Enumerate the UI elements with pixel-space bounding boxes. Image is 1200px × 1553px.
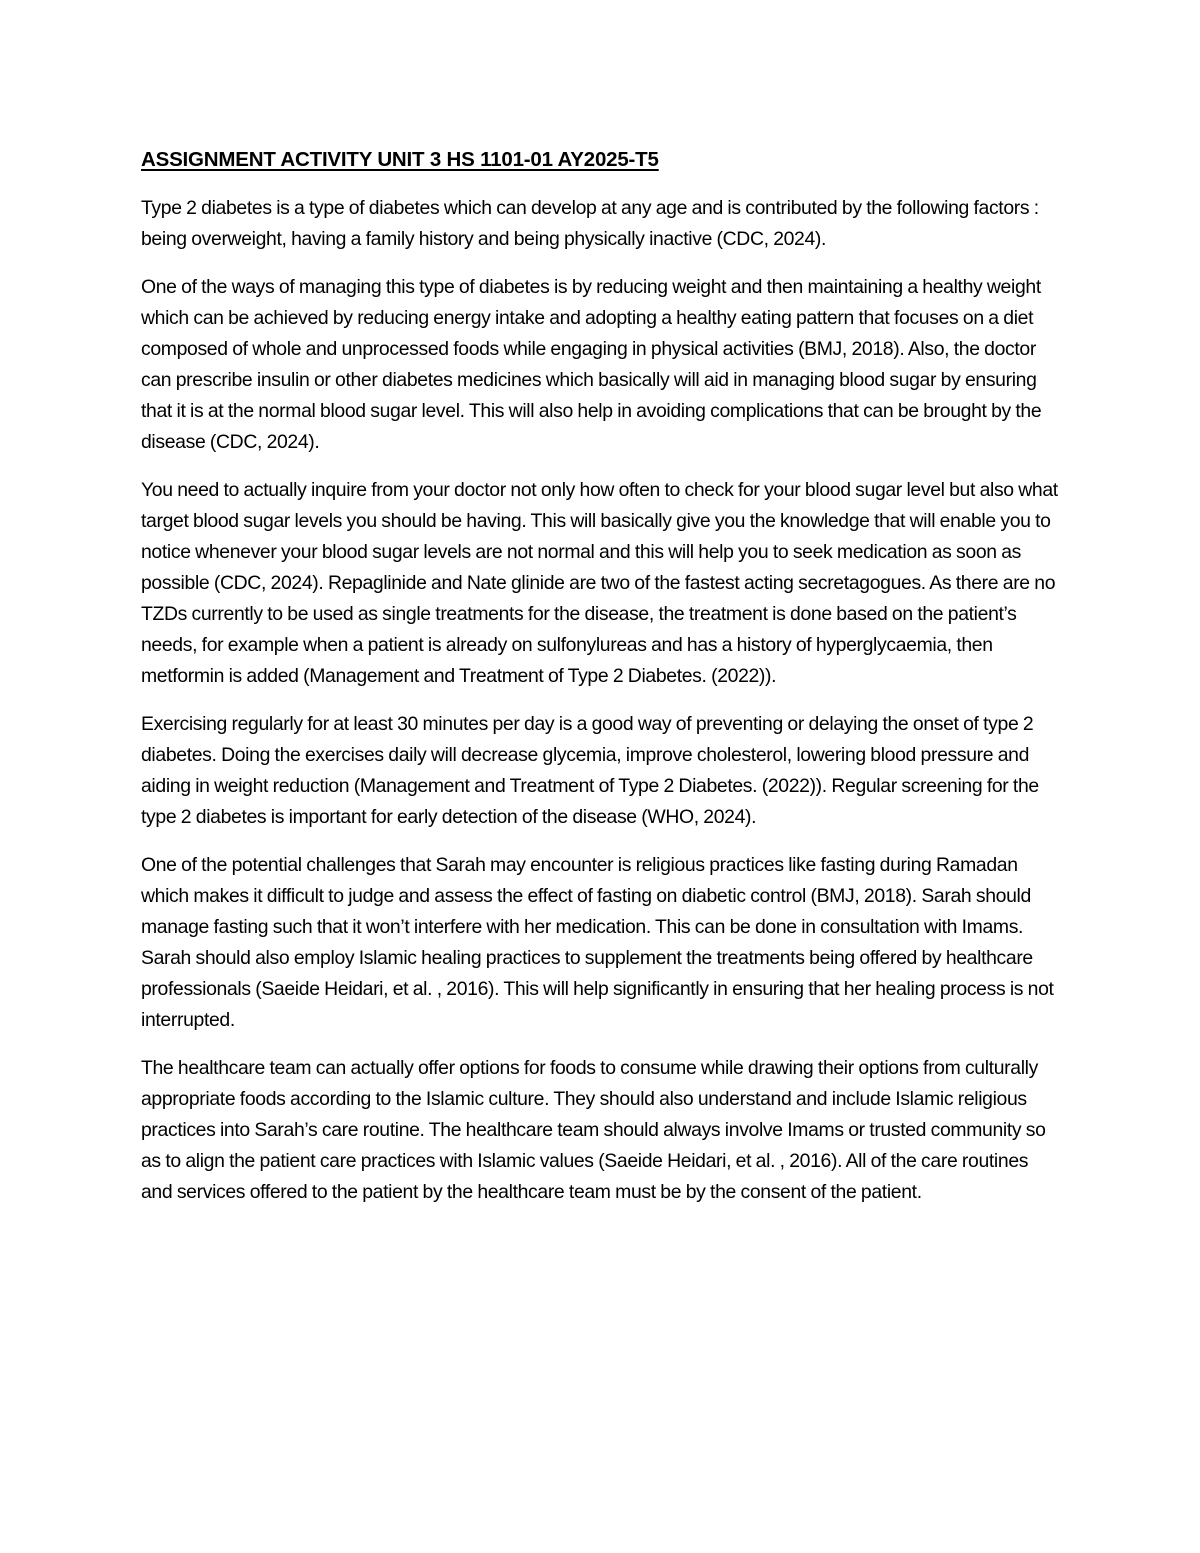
document-body: [141, 144, 1061, 1225]
paragraph-exercise: Exercising regularly for at least 30 minutes per day is a good way of preventing or delaying the onset of type 2 diabetes. Doing the exercises daily will decrease glycemia, improve cholesterol, lowering blood pressure and aiding in weight reduction (Management and Treatment of Type 2 Diabetes. (2022)). Regular screening for the type 2 diabetes is important for early detection of the disease (WHO, 2024).: [141, 713, 1039, 828]
paragraph-weight-management: One of the ways of managing this type of diabetes is by reducing weight and then maintaining a healthy weight which can be achieved by reducing energy intake and adopting a healthy eating pattern that focuses on a diet composed of whole and unprocessed foods while engaging in physical activities (BMJ, 2018). Also, the doctor can prescribe insulin or other diabetes medicines which basically will aid in managing blood sugar by ensuring that it is at the normal blood sugar level. This will also help in avoiding complications that can be brought by the disease (CDC, 2024).: [141, 276, 1042, 453]
paragraph-healthcare-team: The healthcare team can actually offer options for foods to consume while drawing their options from culturally appropriate foods according to the Islamic culture. They should also understand and include Islamic religious practices into Sarah’s care routine. The healthcare team should always involve Imams or trusted community so as to align the patient care practices with Islamic values (Saeide Heidari, et al. , 2016). All of the care routines and services offered to the patient by the healthcare team must be by the consent of the patient.: [141, 1057, 1046, 1203]
paragraph-type2-overview: Type 2 diabetes is a type of diabetes which can develop at any age and is contributed by the following factors : being overweight, having a family history and being physically inactive (CDC, 2024).: [141, 197, 1039, 250]
paragraph-blood-sugar-monitoring: You need to actually inquire from your doctor not only how often to check for your blood sugar level but also what target blood sugar levels you should be having. This will basically give you the knowledge that will enable you to notice whenever your blood sugar levels are not normal and this will help you to seek medication as soon as possible (CDC, 2024). Repaglinide and Nate glinide are two of the fastest acting secretagogues. As there are no TZDs currently to be used as single treatments for the disease, the treatment is done based on the patient’s needs, for example when a patient is already on sulfonylureas and has a history of hyperglycaemia, then metformin is added (Management and Treatment of Type 2 Diabetes. (2022)).: [141, 479, 1058, 687]
paragraph-religious-challenges: One of the potential challenges that Sarah may encounter is religious practices like fasting during Ramadan which makes it difficult to judge and assess the effect of fasting on diabetic control (BMJ, 2018). Sarah should manage fasting such that it won’t interfere with her medication. This can be done in consultation with Imams. Sarah should also employ Islamic healing practices to supplement the treatments being offered by healthcare professionals (Saeide Heidari, et al. , 2016). This will help significantly in ensuring that her healing process is not interrupted.: [141, 854, 1054, 1031]
document-title: ASSIGNMENT ACTIVITY UNIT 3 HS 1101-01 AY2025-T5: [141, 148, 659, 171]
